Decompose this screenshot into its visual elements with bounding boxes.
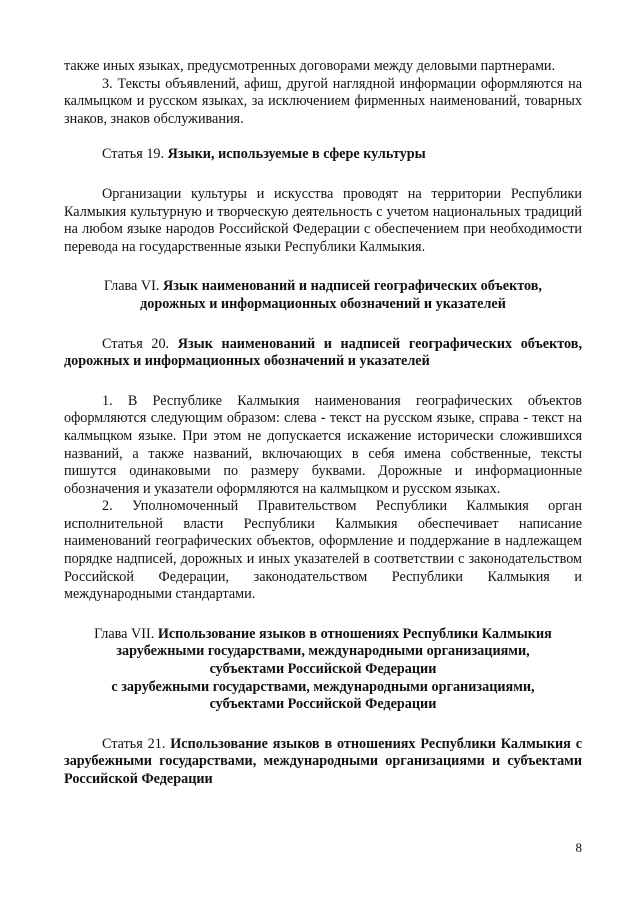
page-number: 8 (575, 840, 582, 855)
article-20-prefix: Статья 20. (102, 335, 170, 352)
paragraph-continuation: также иных языках, предусмотренных договорами между деловыми партнерами. (64, 58, 556, 74)
article-21-heading (64, 736, 582, 789)
article-19-title: Языки, используемые в сфере культуры (167, 146, 426, 163)
chapter-7-title-line-3 (64, 661, 582, 679)
article-20-item-2: 2. Уполномоченный Правительством Республики Калмыкия орган исполнительной власти Республики Калмыкия обеспечивает написание наименований географических объектов, оформление и поддержание в надлежащем порядке надписей, дорожных и иных указателей в соответствии с законодательством Российской Федерации, законодательством Республики Калмыкия и международными стандартами. (64, 498, 582, 603)
chapter-7-title-part-2: зарубежными государствами, международными организациями, (116, 643, 530, 660)
chapter-7-title-line-1 (64, 626, 582, 644)
chapter-7-title-line-2 (64, 643, 582, 661)
chapter-6-heading (64, 278, 582, 313)
document-page (64, 58, 582, 789)
article-18-item-3: 3. Тексты объявлений, афиш, другой наглядной информации оформляются на калмыцком и русском языках, за исключением фирменных наименований, товарных знаков, знаков обслуживания. (64, 75, 582, 127)
chapter-7-title-part-3: субъектами Российской Федерации (209, 661, 437, 678)
chapter-7-title-part-4: с зарубежными государствами, международными организациями, (111, 678, 535, 695)
chapter-7-heading (64, 626, 582, 714)
chapter-7-title-part-5: субъектами Российской Федерации (209, 696, 437, 713)
chapter-6-title-line-1 (64, 278, 582, 296)
chapter-6-title-line-2 (64, 296, 582, 314)
chapter-6-prefix: Глава VI. (104, 278, 160, 295)
article-19-heading (64, 146, 582, 164)
article-20-heading (64, 336, 582, 371)
chapter-7-title-part-1: Использование языков в отношениях Республики Калмыкия (157, 625, 552, 642)
article-21-title: Использование языков в отношениях Республики Калмыкия с зарубежными государствами, международными организациями и субъектами Российской Федерации (64, 735, 582, 787)
article-20-title: Язык наименований и надписей географических объектов, дорожных и информационных обозначений и указателей (64, 335, 582, 370)
chapter-7-title-line-5 (64, 696, 582, 714)
article-20-item-1: 1. В Республике Калмыкия наименования географических объектов оформляются следующим образом: слева - текст на русском языке, справа - текст на калмыцком языке. При этом не допускается искажение исторически сложившихся названий, а также названий, включающих в себя имена собственные, тексты пишутся одинаковыми по размеру буквами. Дорожные и информационные обозначения и указатели оформляются на калмыцком и русском языках. (64, 392, 582, 497)
chapter-6-title-part-1: Язык наименований и надписей географических объектов, (162, 278, 542, 295)
chapter-7-title-line-4 (64, 679, 582, 697)
article-19-prefix: Статья 19. (102, 146, 165, 163)
chapter-6-title-part-2: дорожных и информационных обозначений и указателей (140, 295, 506, 312)
article-21-prefix: Статья 21. (102, 735, 166, 752)
chapter-7-prefix: Глава VII. (94, 625, 155, 642)
article-19-paragraph-1: Организации культуры и искусства проводят на территории Республики Калмыкия культурную и творческую деятельность с учетом национальных традиций на любом языке народов Российской Федерации с обеспечением при необходимости перевода на государственные языки Республики Калмыкия. (64, 185, 582, 255)
